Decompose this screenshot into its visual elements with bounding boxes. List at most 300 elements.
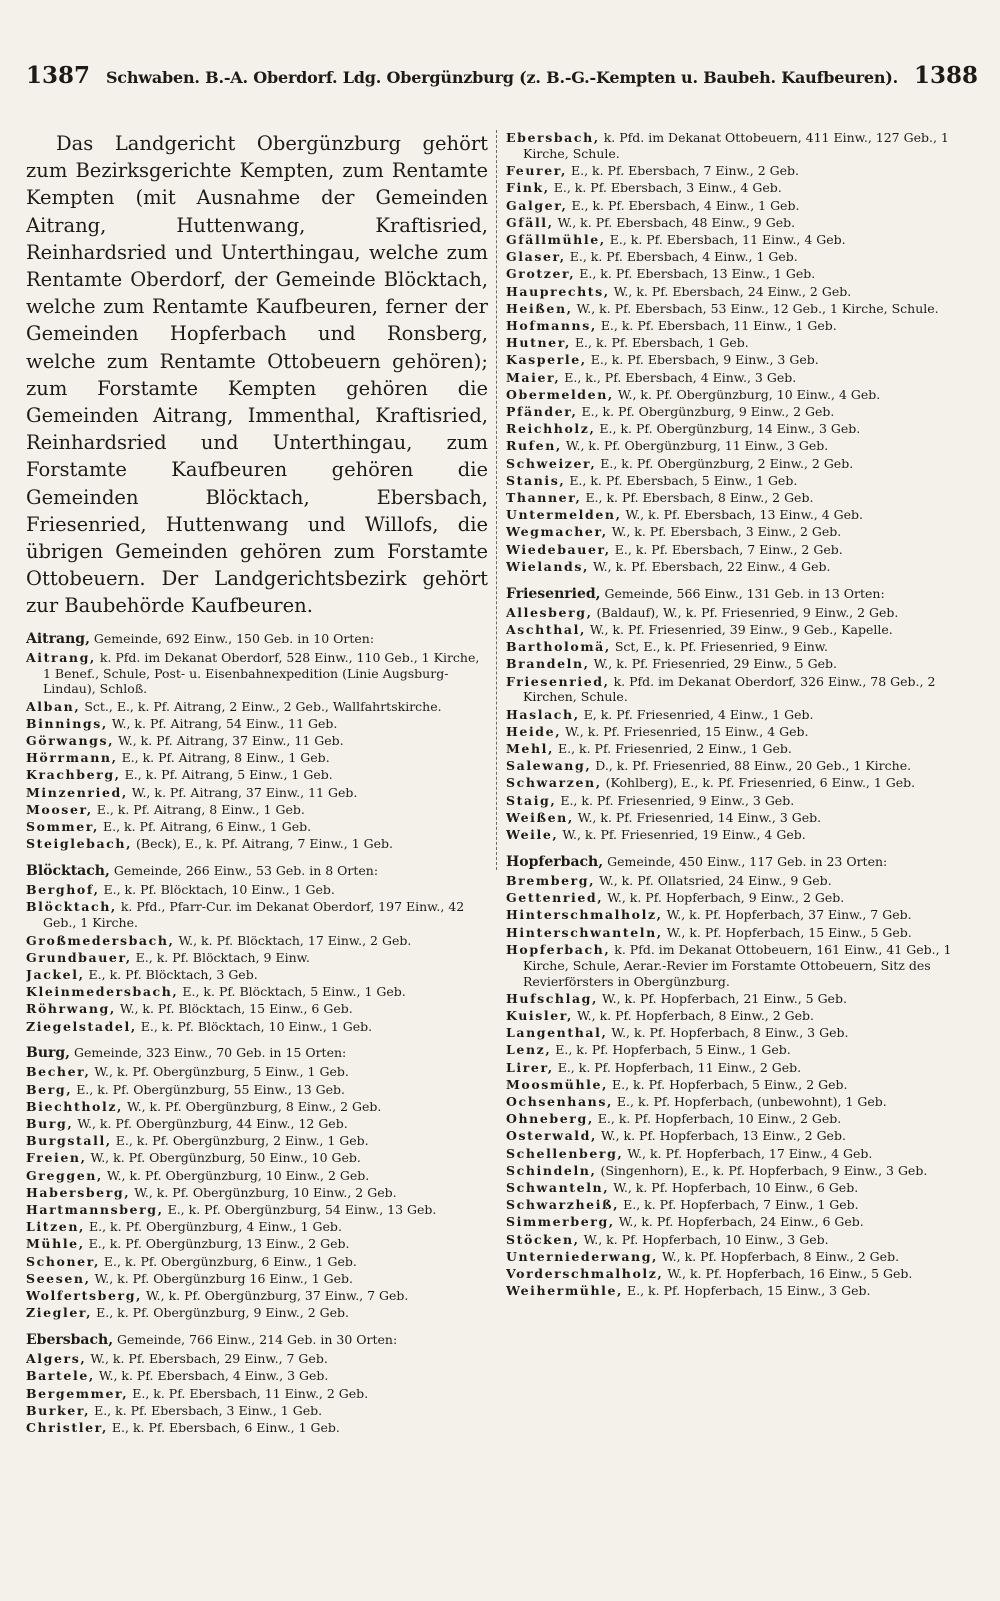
place-name: Seesen, bbox=[26, 1270, 91, 1286]
gemeinde-name: Burg, bbox=[26, 1045, 71, 1062]
place-details: (Singenhorn), E., k. Pf. Hopferbach, 9 Einw., 3 Geb. bbox=[600, 1162, 928, 1178]
place-name: Fink, bbox=[506, 180, 550, 196]
place-entry bbox=[506, 490, 980, 506]
place-name: Mühle, bbox=[26, 1236, 85, 1252]
place-name: Algers, bbox=[26, 1351, 87, 1367]
place-details: E., k. Pf. Aitrang, 8 Einw., 1 Geb. bbox=[96, 801, 305, 817]
place-details: E., k. Pf. Ebersbach, 7 Einw., 2 Geb. bbox=[570, 163, 799, 179]
place-details: E., k. Pf. Ebersbach, 13 Einw., 1 Geb. bbox=[579, 266, 816, 282]
right-column bbox=[506, 130, 980, 1585]
place-name: Kleinmedersbach, bbox=[26, 984, 179, 1000]
place-name: Binnings, bbox=[26, 715, 108, 731]
place-details: W., k. Pf. Friesenried, 39 Einw., 9 Geb., Kapelle. bbox=[589, 621, 893, 637]
place-name: Hörrmann, bbox=[26, 750, 118, 766]
place-entry bbox=[26, 1254, 488, 1270]
place-details: D., k. Pf. Friesenried, 88 Einw., 20 Geb., 1 Kirche. bbox=[595, 758, 912, 774]
place-entry bbox=[506, 674, 980, 706]
gemeinde-summary: Gemeinde, 566 Einw., 131 Geb. in 13 Orten: bbox=[604, 585, 885, 601]
place-entry bbox=[506, 1146, 980, 1162]
place-details: W., k. Pf. Obergünzburg, 10 Einw., 2 Geb. bbox=[106, 1167, 370, 1183]
intro-paragraph: Das Landgericht Obergünzburg gehört zum Bezirksgerichte Kempten, zum Rentamte Kempten (mit Ausnahme der Gemeinden Aitrang, Huttenwang, Kraftisried, Reinhardsried und Unterthingau, welche zum Rentamte Oberdorf, der Gemeinde Blöcktach, welche zum Rentamte Kaufbeuren, ferner der Gemeinden Hopferbach und Ronsberg, welche zum Rentamte Ottobeuern gehören); zum Forstamte Kempten gehören die Gemeinden Aitrang, Immenthal, Kraftisried, Reinhardsried und Unterthingau, zum Forstamte Kaufbeuren gehören die Gemeinden Blöcktach, Ebersbach, Friesenried, Huttenwang und Willofs, die übrigen Gemeinden gehören zum Forstamte Ottobeuern. Der Landgerichtsbezirk gehört zur Baubehörde Kaufbeuren. bbox=[26, 132, 488, 618]
place-name: Hauprechts, bbox=[506, 283, 610, 299]
place-details: W., k. Pf. Obergünzburg, 10 Einw., 4 Geb. bbox=[617, 386, 881, 402]
place-entry bbox=[506, 507, 980, 523]
place-name: Brandeln, bbox=[506, 656, 590, 672]
place-entry bbox=[26, 802, 488, 818]
place-details: (Baldauf), W., k. Pf. Friesenried, 9 Einw., 2 Geb. bbox=[596, 604, 899, 620]
place-name: Christler, bbox=[26, 1420, 108, 1435]
place-name: Minzenried, bbox=[26, 784, 128, 800]
place-entry bbox=[26, 699, 488, 715]
place-entry bbox=[506, 438, 980, 454]
place-details: E., k. Pf. Blöcktach, 10 Einw., 1 Geb. bbox=[140, 1018, 373, 1034]
place-name: Hopferbach, bbox=[506, 941, 611, 957]
place-details: W., k. Pf. Hopferbach, 17 Einw., 4 Geb. bbox=[627, 1145, 873, 1161]
place-details: E., k. Pf. Obergünzburg, 55 Einw., 13 Geb. bbox=[76, 1081, 346, 1097]
place-details: E., k. Pf. Ebersbach, 4 Einw., 1 Geb. bbox=[571, 197, 800, 213]
place-entry bbox=[506, 724, 980, 740]
place-name: Schwarzen, bbox=[506, 775, 602, 791]
place-entry bbox=[26, 1099, 488, 1115]
place-details: E., k. Pf. Obergünzburg, 9 Einw., 2 Geb. bbox=[581, 403, 835, 419]
place-details: W., k. Pf. Ebersbach, 4 Einw., 3 Geb. bbox=[98, 1368, 329, 1384]
gemeinde-summary: Gemeinde, 450 Einw., 117 Geb. in 23 Orten: bbox=[607, 853, 888, 869]
place-name: Biechtholz, bbox=[26, 1098, 123, 1114]
place-details: W., k. Pf. Hopferbach, 37 Einw., 7 Geb. bbox=[666, 907, 912, 923]
place-details: E., k. Pf. Ebersbach, 1 Geb. bbox=[574, 335, 749, 351]
place-details: E., k. Pf. Obergünzburg, 13 Einw., 2 Geb. bbox=[88, 1236, 350, 1252]
gemeinde-section bbox=[506, 586, 980, 843]
place-entry bbox=[26, 1386, 488, 1402]
page-number-left: 1387 bbox=[26, 62, 91, 89]
place-entry bbox=[26, 1236, 488, 1252]
place-entry bbox=[506, 180, 980, 196]
place-entry bbox=[506, 301, 980, 317]
place-details: E., k. Pf. Friesenried, 9 Einw., 3 Geb. bbox=[560, 792, 795, 808]
place-name: Schwanteln, bbox=[506, 1180, 610, 1195]
place-entry bbox=[26, 1082, 488, 1098]
place-name: Untermelden, bbox=[506, 507, 622, 523]
place-entry bbox=[506, 559, 980, 575]
place-entry bbox=[26, 1133, 488, 1149]
place-details: E., k. Pf. Ebersbach, 6 Einw., 1 Geb. bbox=[111, 1420, 340, 1435]
place-details: E., k. Pf. Blöcktach, 9 Einw. bbox=[135, 949, 310, 965]
place-entry bbox=[26, 819, 488, 835]
gemeinde-heading bbox=[26, 1045, 488, 1061]
place-entry bbox=[506, 1180, 980, 1196]
place-entry bbox=[26, 1305, 488, 1321]
place-details: (Beck), E., k. Pf. Aitrang, 7 Einw., 1 Geb. bbox=[136, 836, 393, 852]
place-entry bbox=[506, 1163, 980, 1179]
place-name: Wolfertsberg, bbox=[26, 1288, 143, 1304]
place-details: E., k. Pf. Hopferbach, (unbewohnt), 1 Geb. bbox=[616, 1093, 887, 1109]
place-name: Wegmacher, bbox=[506, 524, 608, 540]
place-entry bbox=[26, 1288, 488, 1304]
place-name: Maier, bbox=[506, 369, 561, 385]
place-details: W., k. Pf. Hopferbach, 15 Einw., 5 Geb. bbox=[666, 924, 912, 940]
gemeinde-heading bbox=[506, 854, 980, 870]
gemeinde-section bbox=[26, 1045, 488, 1321]
place-list bbox=[26, 1064, 488, 1321]
place-entry bbox=[506, 707, 980, 723]
place-details: W., k. Pf. Obergünzburg 16 Einw., 1 Geb. bbox=[94, 1270, 353, 1286]
place-name: Gfäll, bbox=[506, 214, 554, 230]
place-entry bbox=[506, 873, 980, 889]
place-list bbox=[26, 882, 488, 1034]
place-name: Alban, bbox=[26, 698, 81, 714]
place-entry bbox=[506, 1197, 980, 1213]
place-name: Röhrwang, bbox=[26, 1001, 116, 1017]
place-name: Großmedersbach, bbox=[26, 932, 175, 948]
place-name: Aschthal, bbox=[506, 621, 586, 637]
place-name: Reichholz, bbox=[506, 421, 596, 437]
place-name: Burg, bbox=[26, 1116, 74, 1132]
place-details: E., k. Pf. Aitrang, 5 Einw., 1 Geb. bbox=[124, 767, 333, 783]
gemeinde-summary: Gemeinde, 266 Einw., 53 Geb. in 8 Orten: bbox=[113, 863, 379, 879]
place-entry bbox=[26, 1001, 488, 1017]
gemeinde-name: Friesenried, bbox=[506, 585, 601, 602]
gemeinde-name: Ebersbach, bbox=[26, 1332, 114, 1349]
place-details: W., k. Pf. Hopferbach, 24 Einw., 6 Geb. bbox=[618, 1214, 864, 1230]
place-entry bbox=[26, 750, 488, 766]
place-details: k. Pfd., Pfarr-Cur. im Dekanat Oberdorf, 197 Einw., 42 Geb., 1 Kirche. bbox=[43, 899, 465, 931]
place-details: W., k. Pf. Ebersbach, 24 Einw., 2 Geb. bbox=[613, 283, 852, 299]
place-entry bbox=[506, 249, 980, 265]
place-name: Galger, bbox=[506, 197, 568, 213]
place-details: E., k. Pf. Blöcktach, 10 Einw., 1 Geb. bbox=[103, 882, 335, 898]
place-details: W., k. Pf. Hopferbach, 9 Einw., 2 Geb. bbox=[607, 890, 845, 906]
place-details: E., k. Pf. Ebersbach, 11 Einw., 4 Geb. bbox=[609, 231, 846, 247]
place-name: Habersberg, bbox=[26, 1184, 131, 1200]
place-name: Ohneberg, bbox=[506, 1111, 594, 1127]
place-name: Sommer, bbox=[26, 819, 99, 835]
place-entry bbox=[506, 1060, 980, 1076]
place-entry bbox=[506, 215, 980, 231]
place-details: E., k. Pf. Ebersbach, 9 Einw., 3 Geb. bbox=[590, 352, 819, 368]
place-name: Weihermühle, bbox=[506, 1283, 624, 1299]
place-entry bbox=[506, 198, 980, 214]
place-entry bbox=[506, 352, 980, 368]
place-details: W., k. Pf. Hopferbach, 21 Einw., 5 Geb. bbox=[601, 990, 847, 1006]
place-name: Salewang, bbox=[506, 758, 592, 774]
place-details: W., k. Pf. Hopferbach, 10 Einw., 6 Geb. bbox=[613, 1180, 859, 1195]
place-name: Thanner, bbox=[506, 489, 582, 505]
place-entry bbox=[26, 882, 488, 898]
place-entry bbox=[26, 1368, 488, 1384]
place-details: E., k. Pf. Blöcktach, 5 Einw., 1 Geb. bbox=[182, 984, 406, 1000]
place-list bbox=[26, 1351, 488, 1436]
place-name: Weile, bbox=[506, 827, 559, 843]
place-entry bbox=[506, 827, 980, 843]
place-entry bbox=[26, 1219, 488, 1235]
place-details: E., k. Pf. Hopferbach, 11 Einw., 2 Geb. bbox=[557, 1059, 802, 1075]
place-entry bbox=[506, 1214, 980, 1230]
place-details: E., k. Pf. Ebersbach, 11 Einw., 2 Geb. bbox=[132, 1385, 369, 1401]
place-name: Schoner, bbox=[26, 1253, 100, 1269]
place-entry bbox=[506, 163, 980, 179]
place-entry bbox=[26, 650, 488, 698]
place-name: Obermelden, bbox=[506, 386, 614, 402]
place-name: Burker, bbox=[26, 1402, 91, 1418]
place-details: k. Pfd. im Dekanat Ottobeuern, 161 Einw., 41 Geb., 1 Kirche, Schule, Aerar.-Revier im Forstamte Ottobeuern, Sitz des Revierförsters in Obergünzburg. bbox=[523, 941, 952, 989]
place-name: Berg, bbox=[26, 1081, 73, 1097]
place-details: E., k. Pf. Ebersbach, 3 Einw., 1 Geb. bbox=[94, 1402, 323, 1418]
place-entry bbox=[506, 1232, 980, 1248]
place-entry bbox=[26, 1351, 488, 1367]
place-name: Ebersbach, bbox=[506, 130, 600, 145]
place-details: W., k. Pf. Aitrang, 54 Einw., 11 Geb. bbox=[111, 715, 338, 731]
place-name: Feurer, bbox=[506, 163, 567, 179]
place-name: Mehl, bbox=[506, 741, 554, 757]
place-entry bbox=[506, 1008, 980, 1024]
place-name: Simmerberg, bbox=[506, 1214, 615, 1230]
place-entry bbox=[506, 318, 980, 334]
place-name: Friesenried, bbox=[506, 673, 610, 689]
place-name: Burgstall, bbox=[26, 1133, 112, 1149]
place-name: Hinterschwanteln, bbox=[506, 924, 663, 940]
place-name: Schellenberg, bbox=[506, 1145, 624, 1161]
place-details: W., k. Pf. Aitrang, 37 Einw., 11 Geb. bbox=[131, 784, 358, 800]
place-entry bbox=[506, 456, 980, 472]
place-entry bbox=[26, 836, 488, 852]
place-entry bbox=[26, 1150, 488, 1166]
place-name: Görwangs, bbox=[26, 733, 115, 749]
place-details: E., k. Pf. Aitrang, 6 Einw., 1 Geb. bbox=[102, 819, 312, 835]
place-details: k. Pfd. im Dekanat Ottobeuern, 411 Einw., 127 Geb., 1 Kirche, Schule. bbox=[523, 130, 949, 161]
place-details: E., k. Pf. Ebersbach, 5 Einw., 1 Geb. bbox=[569, 472, 798, 488]
place-list bbox=[26, 650, 488, 853]
place-name: Schweizer, bbox=[506, 455, 597, 471]
place-entry bbox=[506, 1111, 980, 1127]
place-entry bbox=[506, 1266, 980, 1282]
place-entry bbox=[506, 404, 980, 420]
place-list bbox=[506, 130, 980, 575]
right-sections bbox=[506, 130, 980, 1299]
place-name: Gettenried, bbox=[506, 890, 604, 906]
place-details: E., k. Pf. Blöcktach, 3 Geb. bbox=[88, 966, 258, 982]
place-list bbox=[506, 605, 980, 843]
place-name: Glaser, bbox=[506, 249, 566, 265]
place-entry bbox=[26, 984, 488, 1000]
place-details: W., k. Pf. Ebersbach, 3 Einw., 2 Geb. bbox=[611, 524, 842, 540]
place-entry bbox=[26, 716, 488, 732]
gemeinde-summary: Gemeinde, 766 Einw., 214 Geb. in 30 Orten: bbox=[117, 1332, 398, 1348]
place-list bbox=[506, 873, 980, 1299]
place-entry bbox=[506, 542, 980, 558]
place-entry bbox=[506, 925, 980, 941]
place-details: W., k. Pf. Aitrang, 37 Einw., 11 Geb. bbox=[118, 733, 344, 749]
place-name: Heißen, bbox=[506, 300, 573, 316]
place-details: W., k. Pf. Hopferbach, 8 Einw., 2 Geb. bbox=[662, 1248, 900, 1264]
place-details: W., k. Pf. Ebersbach, 53 Einw., 12 Geb., 1 Kirche, Schule. bbox=[576, 300, 939, 316]
left-column bbox=[26, 130, 488, 1585]
running-header bbox=[26, 62, 978, 102]
place-entry bbox=[506, 387, 980, 403]
place-name: Osterwald, bbox=[506, 1128, 597, 1144]
place-name: Langenthal, bbox=[506, 1025, 608, 1041]
place-entry bbox=[506, 622, 980, 638]
place-entry bbox=[506, 1094, 980, 1110]
place-name: Hutner, bbox=[506, 335, 571, 351]
place-name: Ochsenhans, bbox=[506, 1093, 613, 1109]
place-entry bbox=[26, 1202, 488, 1218]
place-details: W., k. Pf. Friesenried, 14 Einw., 3 Geb. bbox=[577, 809, 822, 825]
gemeinde-heading bbox=[26, 631, 488, 647]
place-details: E., k. Pf. Hopferbach, 5 Einw., 2 Geb. bbox=[612, 1076, 848, 1092]
place-name: Haslach, bbox=[506, 706, 580, 722]
place-details: k. Pfd. im Dekanat Oberdorf, 326 Einw., 78 Geb., 2 Kirchen, Schule. bbox=[523, 673, 936, 705]
place-entry bbox=[506, 890, 980, 906]
gemeinde-summary: Gemeinde, 692 Einw., 150 Geb. in 10 Orten: bbox=[93, 630, 375, 646]
place-details: E., k. Pf. Hopferbach, 10 Einw., 2 Geb. bbox=[597, 1111, 842, 1127]
place-details: W., k. Pf. Obergünzburg, 37 Einw., 7 Geb. bbox=[146, 1288, 409, 1304]
place-details: W., k. Pf. Ebersbach, 22 Einw., 4 Geb. bbox=[592, 558, 831, 574]
place-name: Jackel, bbox=[26, 966, 85, 982]
place-details: E., k. Pf. Obergünzburg, 6 Einw., 1 Geb. bbox=[103, 1253, 357, 1269]
place-name: Ziegelstadel, bbox=[26, 1018, 137, 1034]
place-details: W., k. Pf. Friesenried, 19 Einw., 4 Geb. bbox=[562, 827, 806, 843]
place-name: Grundbauer, bbox=[26, 949, 132, 965]
place-details: E., k. Pf. Ebersbach, 11 Einw., 1 Geb. bbox=[600, 317, 837, 333]
place-entry bbox=[26, 1064, 488, 1080]
place-name: Vorderschmalholz, bbox=[506, 1266, 664, 1282]
place-entry bbox=[506, 907, 980, 923]
place-name: Hartmannsberg, bbox=[26, 1202, 164, 1218]
place-entry bbox=[26, 785, 488, 801]
place-details: E., k. Pf. Ebersbach, 3 Einw., 4 Geb. bbox=[553, 180, 782, 196]
place-entry bbox=[506, 130, 980, 162]
place-details: E., k. Pf. Ebersbach, 7 Einw., 2 Geb. bbox=[614, 541, 843, 557]
place-entry bbox=[26, 1420, 488, 1436]
place-name: Stöcken, bbox=[506, 1231, 580, 1247]
place-name: Freien, bbox=[26, 1150, 87, 1166]
place-entry bbox=[506, 1042, 980, 1058]
place-details: W., k. Pf. Friesenried, 15 Einw., 4 Geb. bbox=[565, 723, 809, 739]
place-entry bbox=[506, 1249, 980, 1265]
place-entry bbox=[26, 1019, 488, 1035]
gemeinde-heading bbox=[26, 863, 488, 879]
place-name: Lenz, bbox=[506, 1042, 552, 1058]
place-details: W., k. Pf. Obergünzburg, 8 Einw., 2 Geb. bbox=[126, 1098, 382, 1114]
place-entry bbox=[26, 967, 488, 983]
place-name: Allesberg, bbox=[506, 604, 593, 620]
place-entry bbox=[506, 524, 980, 540]
place-entry bbox=[506, 605, 980, 621]
place-details: W., k. Pf. Friesenried, 29 Einw., 5 Geb. bbox=[593, 656, 837, 672]
running-title: Schwaben. B.-A. Oberdorf. Ldg. Obergünzburg (z. B.-G.-Kempten u. Baubeh. Kaufbeuren). bbox=[105, 68, 899, 87]
place-entry bbox=[506, 1283, 980, 1299]
gemeinde-section bbox=[506, 130, 980, 575]
gemeinde-name: Blöcktach, bbox=[26, 863, 110, 880]
place-details: E., k. Pf. Hopferbach, 5 Einw., 1 Geb. bbox=[555, 1042, 791, 1058]
place-name: Mooser, bbox=[26, 801, 93, 817]
place-name: Staig, bbox=[506, 792, 557, 808]
place-entry bbox=[26, 1116, 488, 1132]
page-number-right: 1388 bbox=[913, 62, 978, 89]
place-entry bbox=[26, 1168, 488, 1184]
place-entry bbox=[506, 810, 980, 826]
gemeinde-section bbox=[506, 854, 980, 1299]
place-entry bbox=[26, 1403, 488, 1419]
place-name: Heide, bbox=[506, 723, 562, 739]
place-name: Steiglebach, bbox=[26, 836, 133, 852]
place-details: W., k. Pf. Blöcktach, 15 Einw., 6 Geb. bbox=[119, 1001, 353, 1017]
place-name: Bergemmer, bbox=[26, 1385, 129, 1401]
place-details: E., k. Pf. Obergünzburg, 2 Einw., 2 Geb. bbox=[600, 455, 854, 471]
place-details: W., k. Pf. Hopferbach, 10 Einw., 3 Geb. bbox=[583, 1231, 829, 1247]
place-entry bbox=[506, 741, 980, 757]
place-entry bbox=[26, 933, 488, 949]
place-entry bbox=[506, 370, 980, 386]
place-name: Litzen, bbox=[26, 1219, 86, 1235]
place-name: Weißen, bbox=[506, 809, 574, 825]
place-entry bbox=[506, 793, 980, 809]
place-details: W., k. Pf. Hopferbach, 13 Einw., 2 Geb. bbox=[600, 1128, 846, 1144]
place-details: E., k. Pf. Hopferbach, 7 Einw., 1 Geb. bbox=[623, 1197, 859, 1213]
place-details: E., k. Pf. Obergünzburg, 9 Einw., 2 Geb. bbox=[96, 1305, 350, 1321]
place-name: Hofmanns, bbox=[506, 317, 597, 333]
place-details: Sct, E., k. Pf. Friesenried, 9 Einw. bbox=[614, 639, 828, 655]
place-entry bbox=[506, 656, 980, 672]
place-name: Krachberg, bbox=[26, 767, 121, 783]
place-details: E., k. Pf. Obergünzburg, 2 Einw., 1 Geb. bbox=[115, 1133, 369, 1149]
place-name: Stanis, bbox=[506, 472, 566, 488]
gemeinde-name: Aitrang, bbox=[26, 630, 90, 647]
gemeinde-heading bbox=[26, 1332, 488, 1348]
place-details: (Kohlberg), E., k. Pf. Friesenried, 6 Einw., 1 Geb. bbox=[605, 775, 916, 791]
place-entry bbox=[506, 758, 980, 774]
place-details: W., k. Pf. Hopferbach, 8 Einw., 3 Geb. bbox=[611, 1025, 849, 1041]
place-details: W., k. Pf. Hopferbach, 8 Einw., 2 Geb. bbox=[576, 1007, 815, 1023]
place-name: Bartele, bbox=[26, 1368, 95, 1384]
place-details: W., k. Pf. Obergünzburg, 5 Einw., 1 Geb. bbox=[94, 1064, 349, 1080]
place-entry bbox=[506, 775, 980, 791]
place-entry bbox=[506, 639, 980, 655]
place-details: k. Pfd. im Dekanat Oberdorf, 528 Einw., 110 Geb., 1 Kirche, 1 Benef., Schule, Post- u. Eisenbahnexpedition (Linie Augsburg-Lindau), Schloß. bbox=[43, 649, 480, 697]
place-name: Greggen, bbox=[26, 1167, 103, 1183]
place-entry bbox=[26, 1271, 488, 1287]
place-entry bbox=[506, 421, 980, 437]
place-name: Gfällmühle, bbox=[506, 231, 606, 247]
place-name: Rufen, bbox=[506, 438, 562, 454]
place-entry bbox=[506, 266, 980, 282]
place-details: E., k. Pf. Obergünzburg, 54 Einw., 13 Geb. bbox=[167, 1202, 437, 1218]
place-entry bbox=[26, 733, 488, 749]
place-name: Kasperle, bbox=[506, 352, 587, 368]
place-name: Unterniederwang, bbox=[506, 1248, 659, 1264]
place-details: E., k. Pf. Ebersbach, 8 Einw., 2 Geb. bbox=[585, 489, 814, 505]
place-name: Wielands, bbox=[506, 558, 589, 574]
place-name: Hinterschmalholz, bbox=[506, 907, 663, 923]
place-details: E., k. Pf. Obergünzburg, 14 Einw., 3 Geb. bbox=[599, 421, 861, 437]
place-entry bbox=[506, 335, 980, 351]
place-details: W., k. Pf. Obergünzburg, 44 Einw., 12 Geb. bbox=[77, 1116, 348, 1132]
place-name: Hufschlag, bbox=[506, 990, 598, 1006]
place-name: Wiedebauer, bbox=[506, 541, 611, 557]
place-entry bbox=[506, 942, 980, 990]
place-details: W., k. Pf. Obergünzburg, 50 Einw., 10 Geb. bbox=[90, 1150, 361, 1166]
place-entry bbox=[26, 767, 488, 783]
place-details: W., k. Pf. Ollatsried, 24 Einw., 9 Geb. bbox=[599, 872, 832, 888]
place-details: W., k. Pf. Obergünzburg, 11 Einw., 3 Geb. bbox=[565, 438, 829, 454]
place-name: Bartholomä, bbox=[506, 639, 611, 655]
place-details: W., k. Pf. Ebersbach, 13 Einw., 4 Geb. bbox=[625, 507, 864, 523]
place-details: E., k. Pf. Friesenried, 2 Einw., 1 Geb. bbox=[557, 741, 792, 757]
place-name: Blöcktach, bbox=[26, 899, 117, 915]
gemeinde-summary: Gemeinde, 323 Einw., 70 Geb. in 15 Orten: bbox=[74, 1045, 347, 1061]
place-details: E., k. Pf. Ebersbach, 4 Einw., 1 Geb. bbox=[569, 249, 798, 265]
place-details: E, k. Pf. Friesenried, 4 Einw., 1 Geb. bbox=[583, 706, 814, 722]
